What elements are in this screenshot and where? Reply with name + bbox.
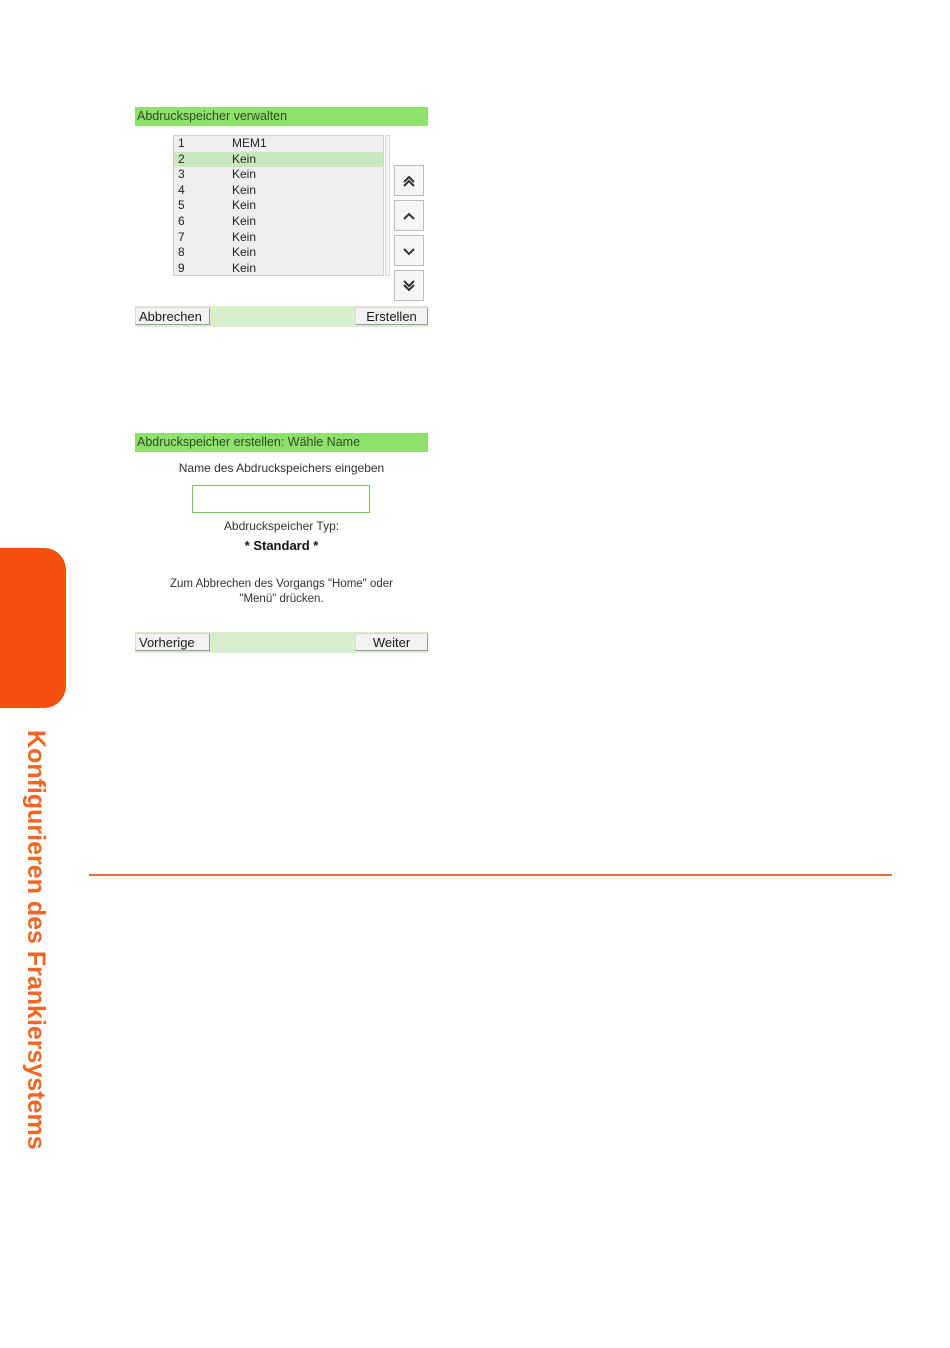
create-memory-screen <box>135 433 428 653</box>
list-item[interactable]: 1 MEM1 <box>178 136 267 150</box>
create-button[interactable]: Erstellen <box>355 307 428 325</box>
double-chevron-up-icon <box>401 173 417 189</box>
section-divider <box>89 874 892 876</box>
name-prompt: Name des Abdruckspeichers eingeben <box>178 461 385 475</box>
screen-title: Abdruckspeicher erstellen: Wähle Name <box>135 433 428 452</box>
screen-title: Abdruckspeicher verwalten <box>135 107 428 126</box>
chapter-tab <box>0 548 66 708</box>
list-item[interactable]: 3 Kein <box>178 167 257 182</box>
next-button[interactable]: Weiter <box>355 633 428 651</box>
chapter-title: Konfigurieren des Frankiersystems <box>22 730 50 1150</box>
chevron-down-icon <box>401 243 417 259</box>
hint-line-2: "Menü" drücken. <box>239 593 324 605</box>
list-item[interactable]: 6 Kein <box>178 213 257 228</box>
list-item[interactable]: 4 Kein <box>178 182 257 197</box>
hint-line-1: Zum Abbrechen des Vorgangs "Home" oder <box>170 578 393 590</box>
scroll-down-button[interactable] <box>394 235 424 266</box>
manage-memories-screen <box>135 107 428 327</box>
softkey-bar <box>135 632 428 653</box>
list-item[interactable]: 7 Kein <box>178 229 257 244</box>
page-up-button[interactable] <box>394 165 424 196</box>
double-chevron-down-icon <box>401 278 417 294</box>
cancel-button[interactable]: Abbrechen <box>135 307 210 325</box>
page-down-button[interactable] <box>394 270 424 301</box>
list-item[interactable]: 8 Kein <box>178 245 257 260</box>
scroll-up-button[interactable] <box>394 200 424 231</box>
memory-list <box>173 135 384 276</box>
list-scrollbar[interactable] <box>385 135 390 276</box>
memory-name-input[interactable] <box>192 485 370 513</box>
list-item-selected[interactable]: 2 Kein <box>174 152 383 168</box>
chevron-up-icon <box>401 208 417 224</box>
list-item[interactable]: 5 Kein <box>178 198 257 213</box>
type-value: * Standard * <box>244 538 319 553</box>
type-label: Abdruckspeicher Typ: <box>223 519 340 533</box>
previous-button[interactable]: Vorherige <box>135 633 210 651</box>
list-item[interactable]: 9 Kein <box>178 260 257 275</box>
softkey-bar <box>135 306 428 327</box>
